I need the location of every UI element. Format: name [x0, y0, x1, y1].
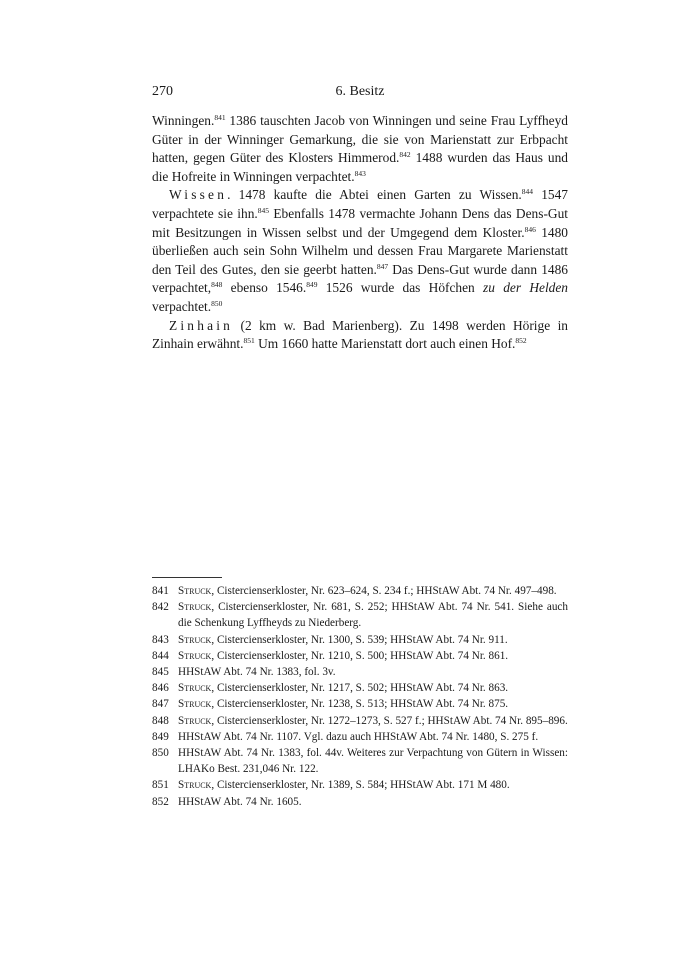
text-span: (2 km w. Bad Marienberg). Zu 1498 werden Hörige in Zinhain erwähnt. [152, 317, 568, 352]
citation: , Cistercienserkloster, Nr. 1210, S. 500; HHStAW Abt. 74 Nr. 861. [211, 649, 509, 662]
footnote-845 [152, 664, 568, 680]
footnote-849 [152, 729, 568, 745]
footnote-841 [152, 583, 568, 599]
paragraph-winningen [152, 112, 568, 186]
footnote-ref: 842 [399, 150, 411, 160]
footnote-number: 847 [152, 698, 169, 711]
footnote-ref: 850 [211, 298, 223, 308]
author-name: Struck [178, 633, 212, 646]
text-span: verpachtet. [152, 298, 212, 314]
footnote-number: 842 [152, 601, 169, 614]
footnote-text [178, 648, 568, 664]
footnote-ref: 844 [521, 187, 533, 197]
italic-text: zu der Helden [483, 280, 568, 296]
place-name-wissen: Wissen [169, 187, 228, 203]
author-name: Struck [178, 585, 212, 597]
footnote-842 [152, 599, 568, 631]
running-title: 6. Besitz [335, 84, 385, 99]
footnote-text: HHStAW Abt. 74 Nr. 1383, fol. 44v. Weiteres zur Verpachtung von Gütern in Wissen: LHAKo Best. 231,046 Nr. 122. [178, 747, 568, 776]
footnote-text: HHStAW Abt. 74 Nr. 1107. Vgl. dazu auch HHStAW Abt. 74 Nr. 1480, S. 275 f. [178, 730, 539, 743]
citation: , Cistercienserkloster, Nr. 1300, S. 539; HHStAW Abt. 74 Nr. 911. [211, 633, 508, 646]
footnote-text [178, 680, 568, 696]
footnote-number: 844 [152, 649, 169, 662]
footnote-number: 851 [152, 779, 169, 792]
footnote-text [178, 583, 568, 599]
page-header [152, 84, 568, 104]
footnote-text [178, 696, 568, 712]
text-span: 1480 überließen auch sein Sohn Wilhelm und dessen Frau Margarete Marienstatt den Teil des Gutes, den sie geerbt hatten. [152, 224, 568, 277]
footnote-number: 850 [152, 747, 169, 760]
text-span: 1488 wurden das Haus und die Hofreite in Winningen verpachtet. [152, 150, 568, 184]
footnote-ref: 852 [515, 336, 527, 346]
text-span: 1547 verpachtete sie ihn. [152, 187, 568, 221]
citation: , Cistercienserkloster, Nr. 1217, S. 502; HHStAW Abt. 74 Nr. 863. [211, 682, 509, 695]
text-span: Winningen. [152, 113, 215, 128]
footnote-852 [152, 794, 568, 810]
citation: , Cistercienserkloster, Nr. 1238, S. 513; HHStAW Abt. 74 Nr. 875. [211, 698, 509, 711]
author-name: Struck [178, 714, 212, 727]
place-name-zinhain: Zinhain [169, 317, 234, 333]
page-number: 270 [152, 84, 173, 99]
author-name: Struck [178, 649, 212, 662]
citation: , Cistercienserkloster, Nr. 623–624, S. 234 f.; HHStAW Abt. 74 Nr. 497–498. [211, 585, 557, 597]
footnote-text [178, 632, 568, 648]
footnote-ref: 846 [524, 224, 536, 234]
footnote-ref: 848 [211, 280, 223, 290]
footnotes [152, 583, 568, 810]
footnote-text: HHStAW Abt. 74 Nr. 1605. [178, 795, 302, 808]
footnote-number: 843 [152, 633, 169, 646]
footnote-844 [152, 648, 568, 664]
citation: , Cistercienserkloster, Nr. 1272–1273, S. 527 f.; HHStAW Abt. 74 Nr. 895–896. [211, 714, 568, 727]
author-name: Struck [178, 779, 212, 792]
citation: , Cistercienserkloster, Nr. 681, S. 252; HHStAW Abt. 74 Nr. 541. Siehe auch die Schenkung Lyffheyds zu Niederberg. [178, 601, 568, 630]
footnote-ref: 843 [354, 168, 366, 178]
footnote-divider [152, 577, 222, 578]
footnote-843 [152, 632, 568, 648]
text-span: . 1478 kaufte die Abtei einen Garten zu Wissen. [227, 187, 522, 203]
citation: , Cistercienserkloster, Nr. 1389, S. 584; HHStAW Abt. 171 M 480. [211, 779, 510, 792]
paragraph-wissen [152, 186, 568, 316]
author-name: Struck [178, 698, 212, 711]
footnote-number: 841 [152, 585, 169, 597]
footnote-text: HHStAW Abt. 74 Nr. 1383, fol. 3v. [178, 666, 336, 679]
footnote-848 [152, 713, 568, 729]
footnote-ref: 849 [306, 280, 318, 290]
footnote-text [178, 713, 568, 729]
footnote-number: 846 [152, 682, 169, 695]
footnote-847 [152, 696, 568, 712]
footnote-ref: 841 [214, 113, 226, 122]
author-name: Struck [178, 682, 212, 695]
footnote-number: 852 [152, 795, 169, 808]
footnote-846 [152, 680, 568, 696]
footnote-ref: 845 [257, 205, 270, 215]
text-span: 1526 wurde das Höfchen [317, 280, 484, 296]
footnote-number: 848 [152, 714, 169, 727]
footnote-text [178, 777, 568, 793]
paragraph-zinhain [152, 317, 568, 354]
footnote-850 [152, 745, 568, 777]
text-span: ebenso 1546. [222, 280, 307, 296]
text-span: 1386 tauschten Jacob von Winningen und seine Frau Lyffheyd Güter in der Winninger Gemarkung, die sie von Marienstatt zur Erbpacht hatten, gegen Güter des Klosters Himmerod. [152, 113, 568, 166]
text-span: Das Dens-Gut wurde dann 1486 verpachtet, [152, 261, 568, 296]
text-span: Um 1660 hatte Marienstatt dort auch einen Hof. [254, 336, 516, 352]
footnote-text [178, 599, 568, 631]
footnote-number: 845 [152, 666, 169, 679]
footnote-number: 849 [152, 730, 169, 743]
body-text [152, 112, 568, 354]
footnote-ref: 851 [243, 336, 255, 346]
author-name: Struck [178, 601, 212, 614]
text-span: Ebenfalls 1478 vermachte Johann Dens das Dens-Gut mit Besitzungen in Wissen selbst und der Umgegend dem Kloster. [152, 205, 569, 240]
footnote-ref: 847 [376, 261, 389, 271]
footnote-851 [152, 777, 568, 793]
